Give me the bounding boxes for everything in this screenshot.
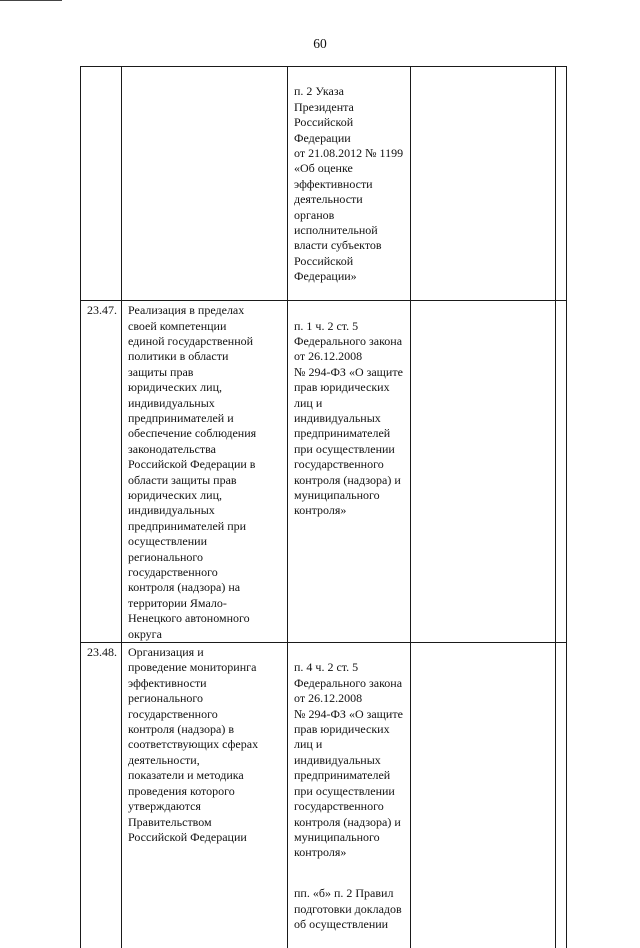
corner-mark bbox=[0, 0, 62, 5]
table-row bbox=[81, 643, 567, 948]
legal-basis-paragraph: п. 4 ч. 2 ст. 5 Федерального закона от 26.12.2008 № 294-ФЗ «О защите прав юридических лиц и индивидуальных предпринимателей при осуществлении государственного контроля (надзора) и муниципального контроля» bbox=[294, 660, 403, 860]
legal-basis-paragraph: пп. «б» п. 2 Правил подготовки докладов об осуществлении bbox=[294, 886, 402, 931]
row-description: Организация и проведение мониторинга эффективности регионального государственного контроля (надзора) в соответствующих сферах деятельности, показатели и методика проведения которого утверждаются Правительством Российской Федерации bbox=[122, 643, 288, 948]
row-legal-basis bbox=[288, 67, 411, 301]
row-legal-basis bbox=[288, 643, 411, 948]
empty-cell bbox=[556, 643, 567, 948]
row-legal-basis bbox=[288, 301, 411, 643]
row-description: Реализация в пределах своей компетенции единой государственной политики в области защиты прав юридических лиц, индивидуальных предпринимателей и обеспечение соблюдения законодательства Российской Федерации в области защиты прав юридических лиц, индивидуальных предпринимателей при осуществлении регионального государственного контроля (надзора) на территории Ямало- Ненецкого автономного округа bbox=[122, 301, 288, 643]
empty-cell bbox=[556, 67, 567, 301]
empty-cell bbox=[411, 643, 556, 948]
row-number bbox=[81, 67, 122, 301]
empty-cell bbox=[411, 301, 556, 643]
row-number: 23.48. bbox=[81, 643, 122, 948]
legal-basis-paragraph: п. 1 ч. 2 ст. 5 Федерального закона от 26.12.2008 № 294-ФЗ «О защите прав юридических лиц и индивидуальных предпринимателей при осуществлении государственного контроля (надзора) и муниципального контроля» bbox=[294, 318, 403, 518]
row-number: 23.47. bbox=[81, 301, 122, 643]
powers-table bbox=[80, 66, 567, 948]
page-number: 60 bbox=[313, 36, 327, 51]
table-row bbox=[81, 301, 567, 643]
empty-cell bbox=[411, 67, 556, 301]
row-description bbox=[122, 67, 288, 301]
table-row bbox=[81, 67, 567, 301]
legal-basis-paragraph: п. 2 Указа Президента Российской Федерации от 21.08.2012 № 1199 «Об оценке эффективности деятельности органов исполнительной власти субъектов Российской Федерации» bbox=[294, 84, 404, 284]
empty-cell bbox=[556, 301, 567, 643]
